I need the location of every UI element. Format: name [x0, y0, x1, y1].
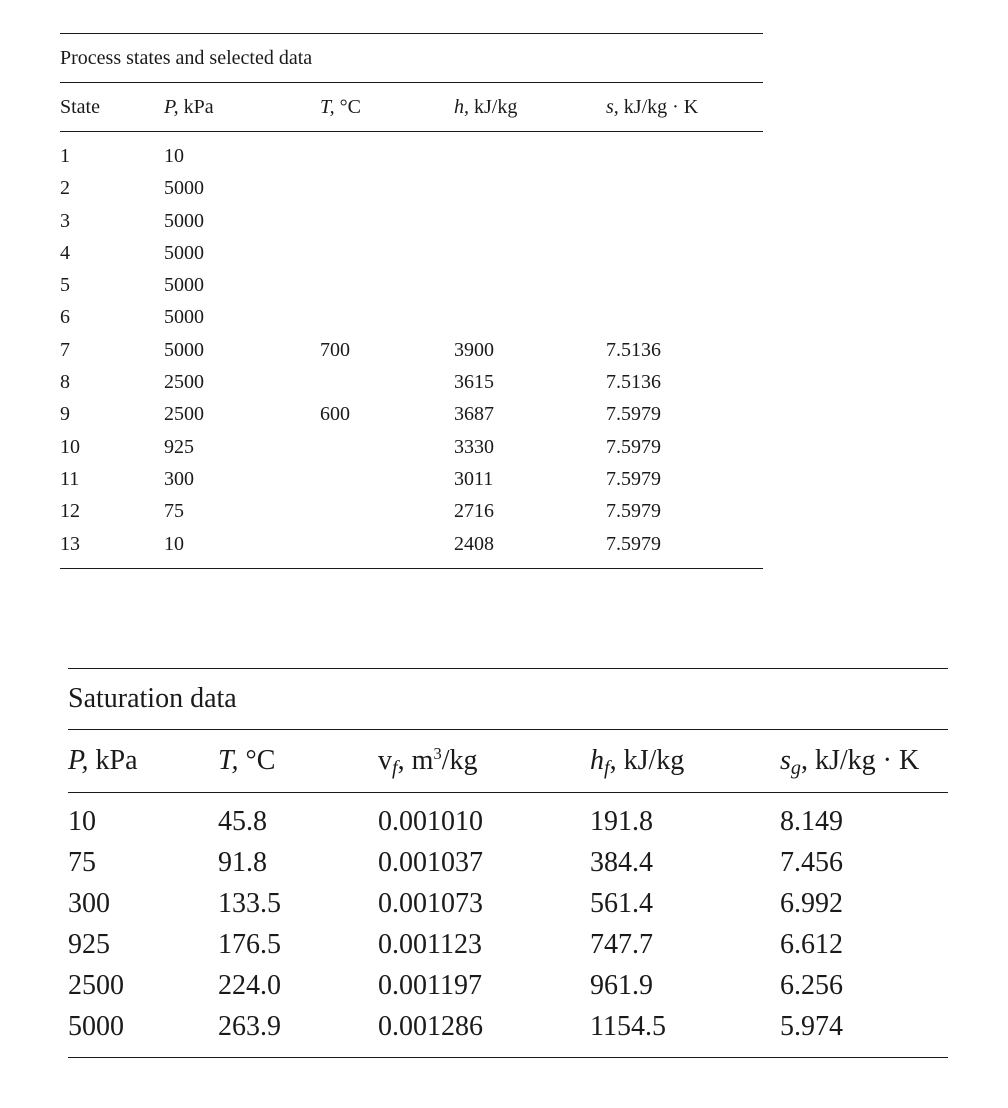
- cell-p: 5000: [164, 274, 204, 297]
- table-row: [60, 237, 763, 269]
- cell-s: [606, 140, 763, 172]
- cell-state: 7: [60, 338, 70, 361]
- header-specific-volume: $v_f$, $m^3/kg$: [378, 743, 478, 780]
- table-row: [60, 334, 763, 366]
- cell-p: 925: [68, 929, 110, 960]
- cell-h: [454, 172, 606, 204]
- cell-t: 700: [320, 338, 350, 361]
- cell-t: [320, 463, 454, 495]
- cell-h: 2408: [454, 532, 494, 555]
- cell-t: [320, 205, 454, 237]
- table-row: [68, 842, 948, 883]
- cell-p: 5000: [164, 306, 204, 329]
- cell-state: 12: [60, 500, 80, 523]
- header-pressure: P, kPa: [164, 96, 214, 118]
- cell-p: 5000: [164, 241, 204, 264]
- table-caption: Saturation data: [68, 683, 237, 714]
- table-row: [60, 140, 763, 172]
- cell-t: [320, 172, 454, 204]
- saturation-data-table: [68, 668, 948, 1058]
- cell-h: 3687: [454, 403, 494, 426]
- cell-v: 0.001073: [378, 888, 483, 919]
- header-entropy: $s_g$, kJ/kg · K: [780, 745, 920, 780]
- cell-s: 6.612: [780, 929, 843, 960]
- table-row: [68, 801, 948, 842]
- header-row: [60, 83, 763, 131]
- table-row: [60, 269, 763, 301]
- cell-t: [320, 366, 454, 398]
- cell-state: 4: [60, 241, 70, 264]
- cell-p: 5000: [164, 209, 204, 232]
- cell-s: [606, 205, 763, 237]
- cell-v: 0.001197: [378, 970, 482, 1001]
- cell-s: [606, 237, 763, 269]
- header-enthalpy: h, kJ/kg: [454, 96, 518, 118]
- cell-t: [320, 528, 454, 560]
- cell-h: 747.7: [590, 929, 653, 960]
- cell-state: 3: [60, 209, 70, 232]
- table-row: [60, 463, 763, 495]
- bottom-rule: [68, 1057, 948, 1058]
- cell-h: 3615: [454, 371, 494, 394]
- cell-s: 7.5979: [606, 467, 661, 490]
- cell-v: 0.001123: [378, 929, 482, 960]
- table-row: [60, 205, 763, 237]
- cell-state: 5: [60, 274, 70, 297]
- table-row: [68, 965, 948, 1006]
- cell-s: 6.256: [780, 970, 843, 1001]
- cell-p: 925: [164, 435, 194, 458]
- cell-h: 3011: [454, 467, 494, 490]
- cell-p: 10: [164, 145, 184, 167]
- cell-p: 75: [164, 500, 184, 523]
- header-temperature: T, °C: [218, 745, 276, 776]
- cell-h: 3900: [454, 338, 494, 361]
- cell-s: 7.5979: [606, 435, 661, 458]
- cell-h: 191.8: [590, 806, 653, 837]
- cell-s: 6.992: [780, 888, 843, 919]
- cell-p: 2500: [164, 403, 204, 426]
- cell-t: 133.5: [218, 888, 281, 919]
- cell-h: [454, 237, 606, 269]
- cell-t: 176.5: [218, 929, 281, 960]
- cell-s: [606, 269, 763, 301]
- cell-s: 7.456: [780, 847, 843, 878]
- cell-t: 45.8: [218, 806, 267, 837]
- table-row: [60, 172, 763, 204]
- table-row: [68, 883, 948, 924]
- header-state: State: [60, 96, 100, 118]
- cell-s: 5.974: [780, 1011, 843, 1042]
- cell-p: 5000: [68, 1011, 124, 1042]
- cell-s: [606, 301, 763, 333]
- cell-h: [454, 301, 606, 333]
- cell-v: 0.001037: [378, 847, 483, 878]
- cell-p: 5000: [164, 338, 204, 361]
- cell-h: 561.4: [590, 888, 653, 919]
- header-row: [68, 730, 948, 792]
- bottom-rule: [60, 568, 763, 569]
- table-row: [60, 366, 763, 398]
- cell-h: 961.9: [590, 970, 653, 1001]
- table-row: [60, 431, 763, 463]
- table-row: [60, 528, 763, 560]
- cell-t: [320, 140, 454, 172]
- cell-s: 7.5979: [606, 500, 661, 523]
- header-entropy: s, kJ/kg · K: [606, 96, 699, 118]
- cell-t: [320, 237, 454, 269]
- table-row: [60, 495, 763, 527]
- cell-s: 7.5136: [606, 338, 661, 361]
- cell-state: 8: [60, 371, 70, 394]
- table-body: [60, 132, 763, 568]
- cell-p: 10: [68, 806, 96, 837]
- cell-t: 263.9: [218, 1011, 281, 1042]
- cell-h: [454, 205, 606, 237]
- cell-p: 300: [68, 888, 110, 919]
- cell-h: 1154.5: [590, 1011, 666, 1042]
- cell-state: 9: [60, 403, 70, 426]
- cell-h: 3330: [454, 435, 494, 458]
- cell-p: 2500: [68, 970, 124, 1001]
- cell-h: 2716: [454, 500, 494, 523]
- cell-t: [320, 269, 454, 301]
- table-caption: Process states and selected data: [60, 47, 313, 69]
- cell-state: 10: [60, 435, 80, 458]
- cell-h: [454, 140, 606, 172]
- cell-t: 600: [320, 403, 350, 426]
- table-body: [68, 793, 948, 1057]
- table-row: [60, 301, 763, 333]
- cell-p: 10: [164, 532, 184, 555]
- cell-state: 1: [60, 145, 70, 167]
- cell-p: 5000: [164, 177, 204, 200]
- cell-s: 7.5979: [606, 532, 661, 555]
- cell-t: [320, 431, 454, 463]
- header-temperature: T, °C: [320, 96, 361, 118]
- cell-p: 300: [164, 467, 194, 490]
- cell-t: 91.8: [218, 847, 267, 878]
- header-pressure: P, kPa: [68, 745, 138, 776]
- cell-v: 0.001010: [378, 806, 483, 837]
- cell-s: [606, 172, 763, 204]
- cell-h: [454, 269, 606, 301]
- table-row: [68, 1006, 948, 1047]
- cell-state: 6: [60, 306, 70, 329]
- header-enthalpy: $h_f$, kJ/kg: [590, 745, 685, 780]
- cell-s: 7.5979: [606, 403, 661, 426]
- cell-t: [320, 301, 454, 333]
- table-row: [60, 398, 763, 430]
- cell-state: 13: [60, 532, 80, 555]
- cell-state: 2: [60, 177, 70, 200]
- cell-v: 0.001286: [378, 1011, 483, 1042]
- cell-s: 8.149: [780, 806, 843, 837]
- cell-s: 7.5136: [606, 371, 661, 394]
- cell-p: 2500: [164, 371, 204, 394]
- cell-t: 224.0: [218, 970, 281, 1001]
- cell-p: 75: [68, 847, 96, 878]
- cell-state: 11: [60, 467, 80, 490]
- process-states-table: [60, 33, 763, 569]
- cell-t: [320, 495, 454, 527]
- table-row: [68, 924, 948, 965]
- cell-h: 384.4: [590, 847, 653, 878]
